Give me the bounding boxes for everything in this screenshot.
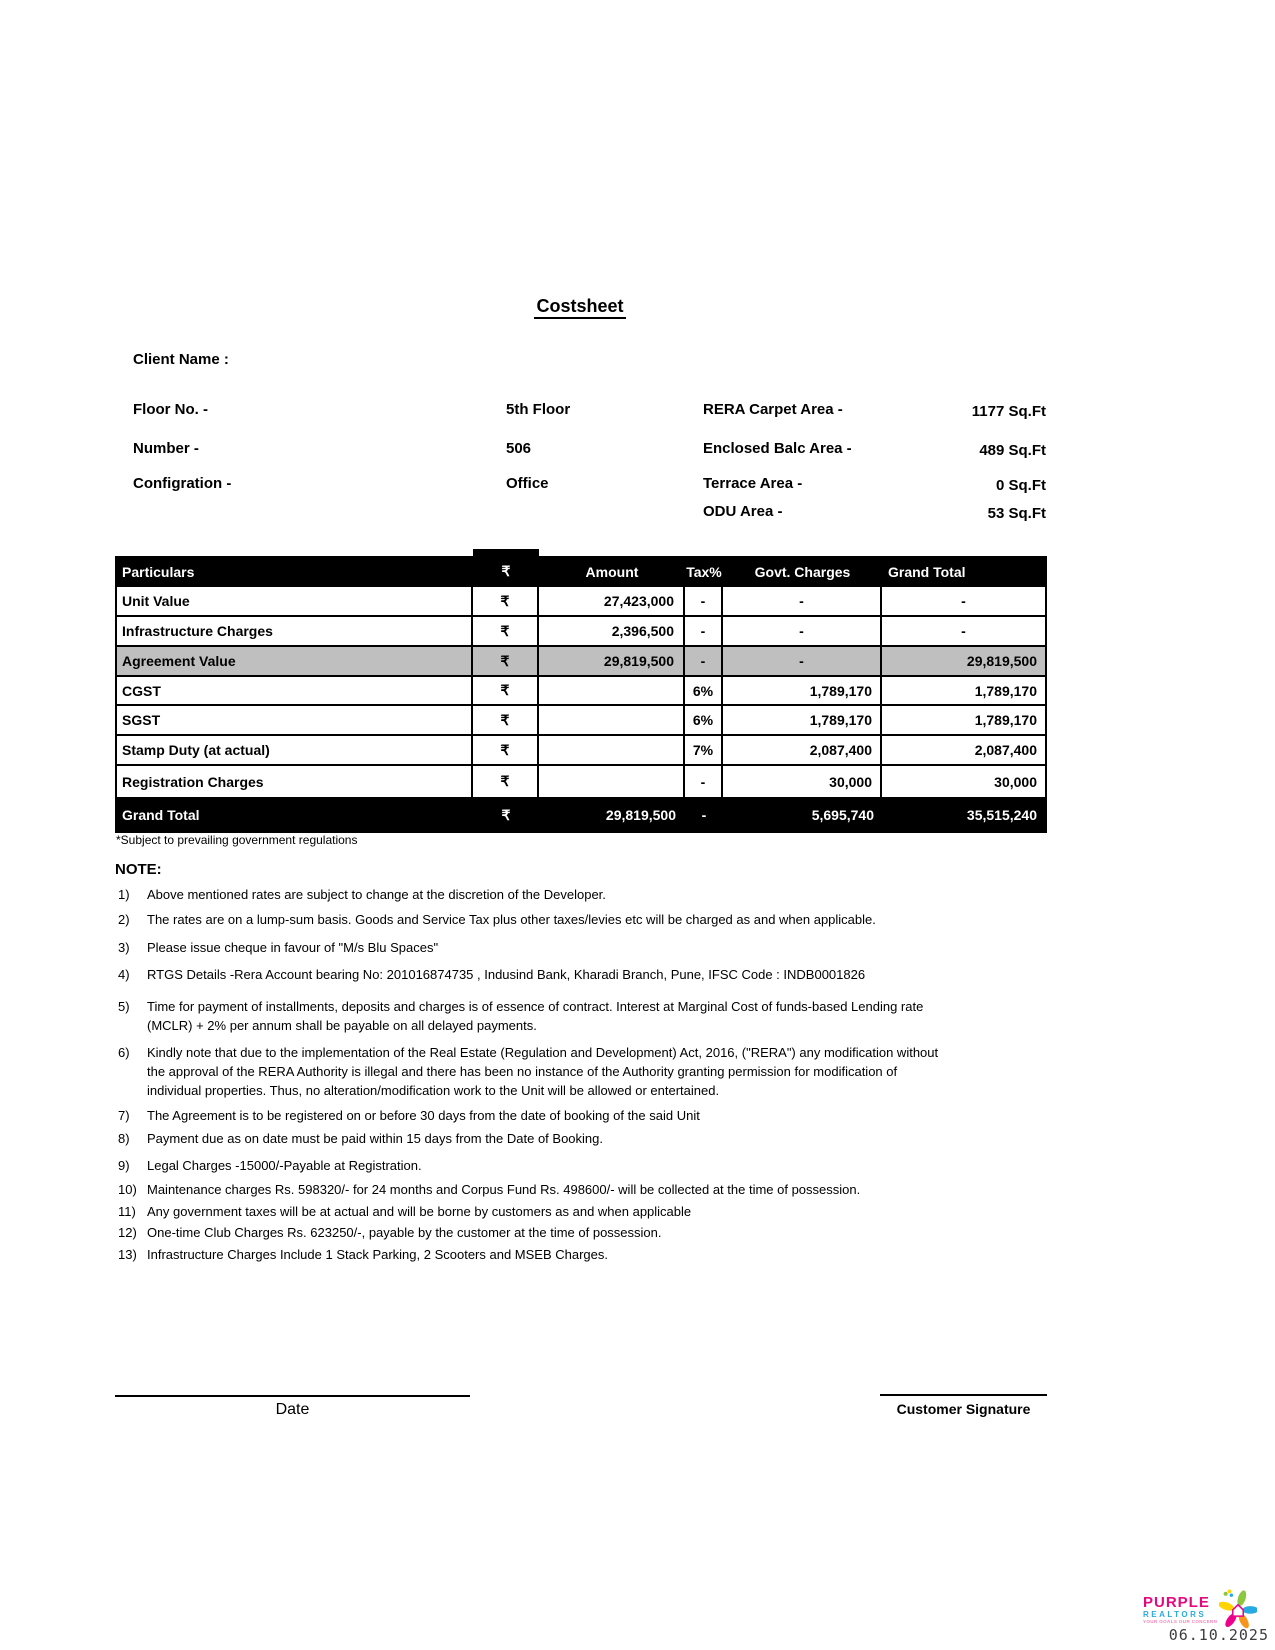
cell-tax: 7% (685, 736, 723, 764)
note-item-10 (118, 1180, 1058, 1199)
logo-brand-name: PURPLE (1143, 1594, 1210, 1611)
note-number: 10) (118, 1182, 137, 1197)
note-item-1 (118, 885, 1058, 904)
date-label: Date (275, 1401, 310, 1418)
cell-amount (539, 736, 685, 764)
header-govt-charges: Govt. Charges (754, 563, 851, 580)
cell-particulars: Unit Value (117, 587, 473, 615)
note-item-7 (118, 1106, 1058, 1125)
table-row-registration (117, 766, 1045, 799)
note-number: 12) (118, 1225, 137, 1240)
note-number: 6) (118, 1045, 130, 1060)
note-number: 1) (118, 887, 130, 902)
note-number: 7) (118, 1108, 130, 1123)
note-text: Legal Charges -15000/-Payable at Registration. (147, 1158, 422, 1173)
cell-particulars: Grand Total (122, 807, 200, 823)
cell-amount: 29,819,500 (539, 647, 685, 675)
notes-heading: NOTE: (115, 861, 162, 878)
cell-currency: ₹ (473, 706, 539, 734)
note-item-8 (118, 1129, 1058, 1148)
cell-total: - (961, 593, 966, 609)
note-number: 3) (118, 940, 130, 955)
note-number: 13) (118, 1247, 137, 1262)
cell-govt: - (723, 647, 882, 675)
date-signature-line (115, 1395, 470, 1397)
cell-govt: 1,789,170 (723, 706, 882, 734)
cell-total: 2,087,400 (974, 742, 1037, 758)
customer-signature-line (880, 1394, 1047, 1396)
logo-brand-sub: REALTORS (1143, 1610, 1207, 1619)
configuration-value: Office (506, 475, 549, 492)
cell-govt: 30,000 (723, 766, 882, 797)
cell-govt: 2,087,400 (723, 736, 882, 764)
header-tax: Tax% (686, 563, 722, 580)
cell-amount: 27,423,000 (539, 587, 685, 615)
note-number: 2) (118, 912, 130, 927)
logo-tagline: YOUR GOALS OUR CONCERN (1143, 1619, 1218, 1624)
cell-total: - (961, 623, 966, 639)
client-name-label: Client Name : (133, 351, 229, 368)
cell-tax: - (685, 587, 723, 615)
note-text: Any government taxes will be at actual and will be borne by customers as and when applicable (147, 1204, 692, 1219)
rera-carpet-area-label: RERA Carpet Area - (703, 401, 843, 418)
note-item-9 (118, 1156, 1058, 1175)
table-row-cgst (117, 677, 1045, 706)
cell-tax: - (685, 766, 723, 797)
enclosed-balc-area-label: Enclosed Balc Area - (703, 440, 852, 457)
header-currency: ₹ (501, 563, 511, 579)
odu-area-label: ODU Area - (703, 503, 783, 520)
note-item-2 (118, 910, 1058, 929)
cell-currency: ₹ (473, 587, 539, 615)
cell-govt: 5,695,740 (811, 807, 874, 823)
cell-total: 30,000 (994, 773, 1037, 790)
table-row-agreement-value (117, 647, 1045, 677)
rera-carpet-area-value: 1177 Sq.Ft (971, 403, 1046, 420)
note-number: 8) (118, 1131, 130, 1146)
note-text: Time for payment of installments, deposits and charges is of essence of contract. Interest at Marginal Cost of funds-based Lending rate (MCLR) + 2% per annum shall be payable on all delayed payments. (147, 999, 924, 1033)
note-text: The rates are on a lump-sum basis. Goods and Service Tax plus other taxes/levies etc will be charged as and when applicable. (147, 912, 876, 927)
cell-particulars: Agreement Value (117, 647, 473, 675)
note-item-11 (118, 1202, 1058, 1221)
cell-amount (539, 677, 685, 704)
table-footnote: *Subject to prevailing government regulations (116, 833, 358, 847)
cost-table (115, 556, 1047, 833)
note-item-5 (118, 997, 1058, 1035)
cell-govt: - (723, 617, 882, 645)
cell-currency: ₹ (473, 766, 539, 797)
cell-amount: 29,819,500 (605, 807, 676, 823)
table-header-row (117, 558, 1045, 587)
header-amount: Amount (585, 563, 639, 580)
note-item-4 (118, 965, 1058, 984)
cell-govt: - (723, 587, 882, 615)
note-text: Please issue cheque in favour of "M/s Blu Spaces" (147, 940, 439, 955)
cell-currency: ₹ (473, 647, 539, 675)
cell-total: 1,789,170 (974, 712, 1037, 728)
cell-currency: ₹ (473, 677, 539, 704)
note-text: One-time Club Charges Rs. 623250/-, payable by the customer at the time of possession. (147, 1225, 662, 1240)
logo-text (1143, 1596, 1217, 1625)
cell-amount: 2,396,500 (539, 617, 685, 645)
note-item-6 (118, 1043, 1058, 1100)
table-row-stamp-duty (117, 736, 1045, 766)
table-row-grand-total (117, 799, 1045, 831)
cell-currency: ₹ (473, 617, 539, 645)
floor-label: Floor No. - (133, 401, 208, 418)
cell-currency: ₹ (501, 806, 511, 823)
cell-particulars: SGST (117, 706, 473, 734)
cell-tax: - (701, 807, 707, 823)
cell-tax: 6% (685, 706, 723, 734)
configuration-label: Configration - (133, 475, 232, 492)
note-text: Payment due as on date must be paid within 15 days from the Date of Booking. (147, 1131, 603, 1146)
cell-total: 1,789,170 (974, 682, 1037, 699)
header-grand-total: Grand Total (888, 563, 966, 580)
terrace-area-label: Terrace Area - (703, 475, 803, 492)
note-text: Maintenance charges Rs. 598320/- for 24 months and Corpus Fund Rs. 498600/- will be collected at the time of possession. (147, 1182, 861, 1197)
header-particulars: Particulars (122, 563, 195, 580)
note-text: Kindly note that due to the implementation of the Real Estate (Regulation and Development) Act, 2016, ("RERA") any modification without the approval of the RERA Authority is illegal and there has been no instance of the Authority granting permission for modification of individual properties. Thus, no alteration/modification work to the Unit will be allowed or entertained. (147, 1045, 939, 1098)
cell-tax: - (685, 647, 723, 675)
note-item-13 (118, 1245, 1058, 1264)
table-row-unit-value (117, 587, 1045, 617)
cell-currency: ₹ (473, 736, 539, 764)
floor-value: 5th Floor (506, 401, 571, 418)
star-burst-icon (1219, 1588, 1257, 1630)
note-text: RTGS Details -Rera Account bearing No: 201016874735 , Indusind Bank, Kharadi Branch, Pune, IFSC Code : INDB0001826 (147, 967, 866, 982)
number-label: Number - (133, 440, 199, 457)
cell-particulars: Registration Charges (117, 766, 473, 797)
cell-tax: - (685, 617, 723, 645)
cell-total: 29,819,500 (882, 647, 1045, 675)
note-text: Infrastructure Charges Include 1 Stack Parking, 2 Scooters and MSEB Charges. (147, 1247, 609, 1262)
customer-signature-label: Customer Signature (896, 1401, 1031, 1417)
note-text: Above mentioned rates are subject to change at the discretion of the Developer. (147, 887, 606, 902)
date-stamp: 06.10.2025 (1168, 1626, 1269, 1644)
note-number: 4) (118, 967, 130, 982)
note-number: 9) (118, 1158, 130, 1173)
cell-total: 35,515,240 (966, 807, 1037, 823)
table-row-sgst (117, 706, 1045, 736)
note-number: 5) (118, 999, 130, 1014)
cell-particulars: Stamp Duty (at actual) (117, 736, 473, 764)
table-row-infrastructure (117, 617, 1045, 647)
enclosed-balc-area-value: 489 Sq.Ft (979, 442, 1046, 459)
cell-particulars: Infrastructure Charges (117, 617, 473, 645)
page-title: Costsheet (0, 296, 1160, 317)
note-text: The Agreement is to be registered on or before 30 days from the date of booking of the said Unit (147, 1108, 700, 1123)
cell-amount (539, 706, 685, 734)
number-value: 506 (506, 440, 532, 457)
note-item-12 (118, 1223, 1058, 1242)
cell-tax: 6% (685, 677, 723, 704)
note-item-3 (118, 938, 1058, 957)
terrace-area-value: 0 Sq.Ft (995, 477, 1046, 494)
purple-realtors-logo (1143, 1588, 1257, 1630)
cell-amount (539, 766, 685, 797)
cell-particulars: CGST (117, 677, 473, 704)
note-number: 11) (118, 1204, 136, 1219)
odu-area-value: 53 Sq.Ft (987, 505, 1046, 522)
cell-govt: 1,789,170 (723, 677, 882, 704)
